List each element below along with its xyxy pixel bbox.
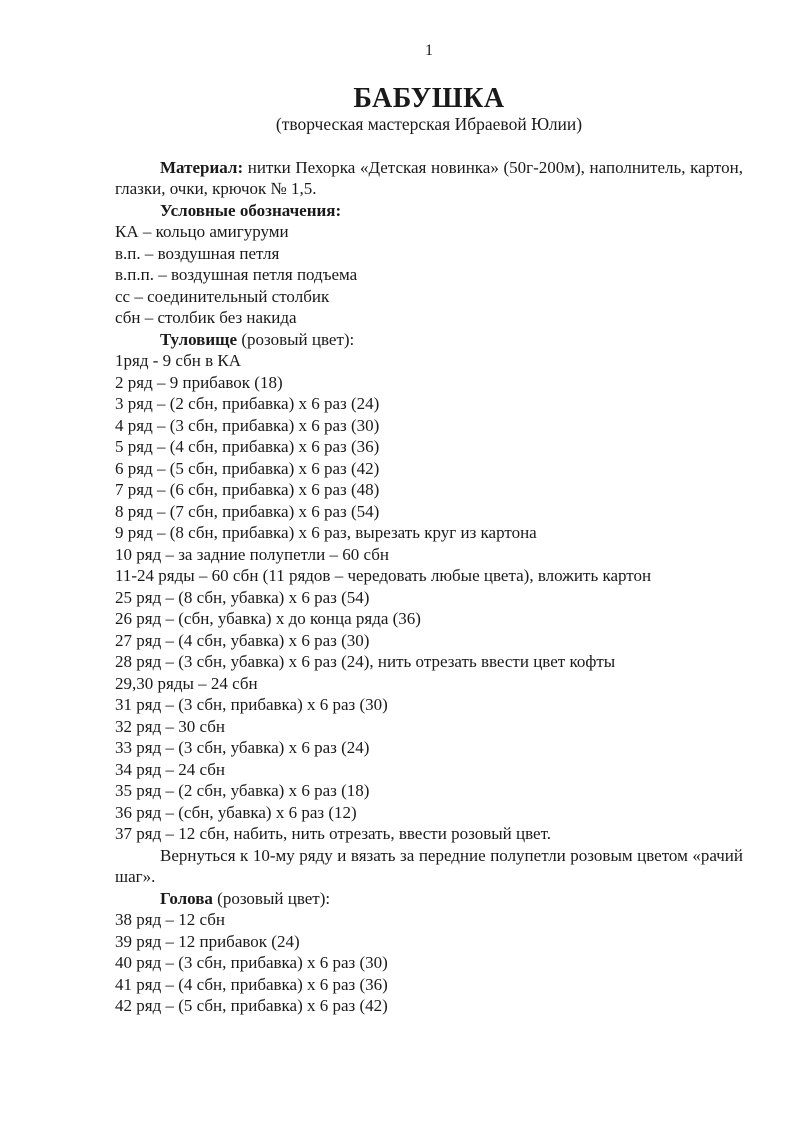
note-paragraph: Вернуться к 10-му ряду и вязать за передние полупетли розовым цветом «рачий шаг».	[115, 845, 743, 886]
legend-item: сс – соединительный столбик	[115, 286, 330, 306]
section-heading-torso	[115, 329, 743, 351]
pattern-row: 4 ряд – (3 сбн, прибавка) х 6 раз (30)	[115, 415, 380, 435]
pattern-row: 10 ряд – за задние полупетли – 60 сбн	[115, 544, 389, 564]
pattern-row: 8 ряд – (7 сбн, прибавка) х 6 раз (54)	[115, 501, 380, 521]
torso-heading-label: Туловище	[160, 329, 238, 349]
pattern-row: 42 ряд – (5 сбн, прибавка) х 6 раз (42)	[115, 996, 388, 1015]
pattern-row: 29,30 ряды – 24 сбн	[115, 673, 258, 693]
pattern-row: 11-24 ряды – 60 сбн (11 рядов – чередовать любые цвета), вложить картон	[115, 566, 652, 585]
pattern-row: 27 ряд – (4 сбн, убавка) х 6 раз (30)	[115, 630, 370, 650]
pattern-row: 2 ряд – 9 прибавок (18)	[115, 372, 283, 392]
legend-heading: Условные обозначения:	[160, 200, 342, 220]
material-paragraph	[115, 157, 743, 200]
pattern-row: 7 ряд – (6 сбн, прибавка) х 6 раз (48)	[115, 480, 380, 499]
pattern-row: 32 ряд – 30 сбн	[115, 716, 225, 736]
material-text: нитки Пехорка «Детская новинка» (50г-200м), наполнитель, картон, глазки, очки, крючок № 1,5.	[115, 157, 743, 198]
pattern-row: 38 ряд – 12 сбн	[115, 910, 225, 929]
pattern-row: 1ряд - 9 сбн в КА	[115, 351, 242, 370]
doc-title: БАБУШКА	[353, 82, 505, 114]
pattern-row: 9 ряд – (8 сбн, прибавка) х 6 раз, вырезать круг из картона	[115, 523, 537, 542]
pattern-row: 31 ряд – (3 сбн, прибавка) х 6 раз (30)	[115, 695, 388, 714]
head-heading-label: Голова	[160, 888, 213, 908]
pattern-row: 25 ряд – (8 сбн, убавка) х 6 раз (54)	[115, 587, 370, 607]
pattern-row: 34 ряд – 24 сбн	[115, 759, 225, 779]
pattern-row: 5 ряд – (4 сбн, прибавка) х 6 раз (36)	[115, 437, 380, 456]
legend-item: в.п. – воздушная петля	[115, 243, 280, 263]
pattern-row: 36 ряд – (сбн, убавка) х 6 раз (12)	[115, 802, 357, 822]
material-label: Материал:	[160, 157, 244, 177]
pattern-row: 3 ряд – (2 сбн, прибавка) х 6 раз (24)	[115, 394, 380, 413]
torso-heading-suffix: (розовый цвет):	[237, 329, 355, 349]
pattern-row: 6 ряд – (5 сбн, прибавка) х 6 раз (42)	[115, 458, 380, 478]
pattern-row: 28 ряд – (3 сбн, убавка) х 6 раз (24), нить отрезать ввести цвет кофты	[115, 652, 616, 671]
head-heading-suffix: (розовый цвет):	[212, 888, 331, 908]
pattern-row: 37 ряд – 12 сбн, набить, нить отрезать, ввести розовый цвет.	[115, 824, 551, 843]
pattern-row: 33 ряд – (3 сбн, убавка) х 6 раз (24)	[115, 738, 370, 757]
pattern-row: 26 ряд – (сбн, убавка) х до конца ряда (36)	[115, 609, 421, 628]
pattern-row: 41 ряд – (4 сбн, прибавка) х 6 раз (36)	[115, 974, 388, 994]
page-number: 1	[425, 42, 433, 59]
doc-subtitle: (творческая мастерская Ибраевой Юлии)	[275, 113, 583, 134]
legend-item: КА – кольцо амигуруми	[115, 222, 289, 241]
pattern-row: 35 ряд – (2 сбн, убавка) х 6 раз (18)	[115, 781, 370, 800]
pattern-row: 39 ряд – 12 прибавок (24)	[115, 931, 300, 951]
pattern-row: 40 ряд – (3 сбн, прибавка) х 6 раз (30)	[115, 953, 388, 972]
legend-item: в.п.п. – воздушная петля подъема	[115, 265, 358, 284]
legend-item: сбн – столбик без накида	[115, 308, 297, 327]
section-heading-head	[115, 888, 743, 910]
